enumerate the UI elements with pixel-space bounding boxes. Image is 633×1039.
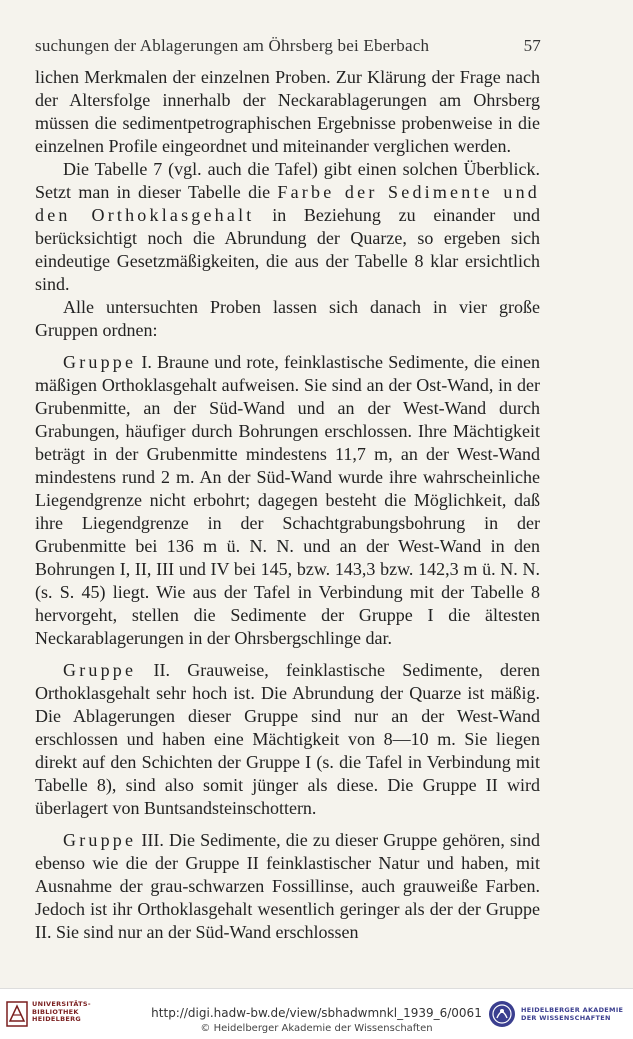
emphasis-spaced: Farbe der Sedimente und den Orthoklasgehalt bbox=[35, 182, 540, 225]
paragraph-gruppe-2 bbox=[35, 659, 540, 820]
group-heading: Gruppe bbox=[63, 660, 137, 680]
digitization-footer bbox=[0, 988, 633, 1039]
paragraph-text: I. Braune und rote, feinklastische Sedimente, die einen mäßigen Orthoklasgehalt aufweisen. Sie sind an der Ost-Wand, in der Grubenmitte, an der Süd-Wand und an der West-Wand durch Grabungen, häufiger durch Bohrungen erschlossen. Ihre Mächtigkeit beträgt in der Grubenmitte mindestens 11,7 m, an der West-Wand mindestens rund 2 m. An der Süd-Wand wurde ihre wahrscheinliche Liegendgrenze nicht erbohrt; dagegen besteht die Möglichkeit, daß ihre Liegendgrenze in der Schachtgrabungsbohrung in der Grubenmitte bei 136 m ü. N. N. und an der West-Wand in den Bohrungen I, II, III und IV bei 145, bzw. 143,3 bzw. 142,3 m ü. N. N. (s. S. 45) liegt. Wie aus der Tafel in Verbindung mit der Tabelle 8 hervorgeht, stellen die Sedimente der Gruppe I die ältesten Neckarablagerungen in der Ohrsbergschlinge dar. bbox=[35, 352, 540, 648]
paragraph-text: Alle untersuchten Proben lassen sich danach in vier große Gruppen ordnen: bbox=[35, 297, 540, 340]
academy-name: HEIDELBERGER AKADEMIE DER WISSENSCHAFTEN bbox=[521, 1006, 624, 1022]
paragraph-intro-continuation bbox=[35, 66, 540, 158]
running-head-title: suchungen der Ablagerungen am Öhrsberg bei Eberbach bbox=[35, 36, 430, 55]
paragraph-text: Die Tabelle 7 (vgl. auch die Tafel) gibt einen solchen Überblick. Setzt man in dieser Tabelle die bbox=[35, 159, 540, 202]
university-library-name: UNIVERSITÄTS- BIBLIOTHEK HEIDELBERG bbox=[32, 1000, 91, 1023]
paragraph-tabelle-7 bbox=[35, 158, 540, 296]
permalink-url[interactable]: http://digi.hadw-bw.de/view/sbhadwmnkl_1939_6/0061 bbox=[151, 1006, 482, 1020]
paragraph-gruppen bbox=[35, 296, 540, 342]
academy-logo-icon bbox=[488, 1000, 516, 1028]
group-heading: Gruppe bbox=[63, 830, 137, 850]
running-head bbox=[35, 36, 541, 58]
page-number: 57 bbox=[523, 36, 541, 55]
paragraph-gruppe-1 bbox=[35, 351, 540, 650]
copyright-notice: © Heidelberger Akademie der Wissenschaften bbox=[200, 1023, 433, 1034]
group-heading: Gruppe bbox=[63, 352, 137, 372]
paragraph-text: III. Die Sedimente, die zu dieser Gruppe gehören, sind ebenso wie die der Gruppe II feinklastischer Natur und haben, mit Ausnahme der grau-schwarzen Fossillinse, auch grauweiße Farben. Jedoch ist ihr Orthoklasgehalt wesentlich geringer als der der Gruppe II. Sie sind nur an der Süd-Wand erschlossen bbox=[35, 830, 540, 942]
paragraph-text: II. Grauweise, feinklastische Sedimente, deren Orthoklasgehalt sehr hoch ist. Die Abrundung der Quarze ist mäßig. Die Ablagerungen dieser Gruppe sind nur an der West-Wand erschlossen und haben eine Mächtigkeit von 8—10 m. Sie liegen direkt auf den Schichten der Gruppe I (s. die Tafel in Verbindung mit Tabelle 8), sind also somit jünger als diese. Die Gruppe II wird überlagert von Buntsandsteinschottern. bbox=[35, 660, 540, 818]
paragraph-gruppe-3 bbox=[35, 829, 540, 944]
paragraph-text: lichen Merkmalen der einzelnen Proben. Zur Klärung der Frage nach der Altersfolge innerhalb der Neckarablagerungen am Ohrsberg müssen die sedimentpetrographischen Ergebnisse probenweise in die einzelnen Profile eingeordnet und miteinander verglichen werden. bbox=[35, 67, 540, 156]
body-text bbox=[35, 66, 540, 944]
paragraph-text: in Beziehung zu einander und berücksichtigt noch die Abrundung der Quarze, so ergeben sich eindeutige Gesetzmäßigkeiten, die aus der Tabelle 8 klar ersichtlich sind. bbox=[35, 205, 540, 294]
